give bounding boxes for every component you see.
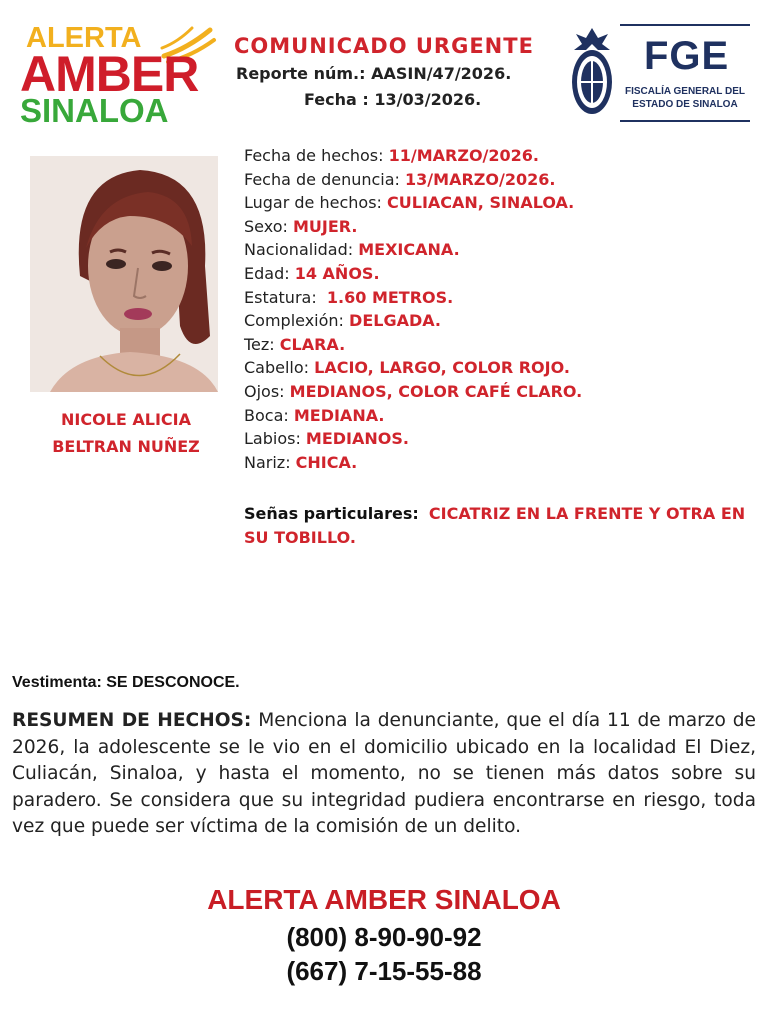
- detail-value: MEXICANA.: [358, 240, 460, 260]
- person-name-line2: BELTRAN NUÑEZ: [52, 437, 200, 456]
- senas-value: CICATRIZ EN LA FRENTE Y OTRA EN SU TOBILLO.: [244, 504, 746, 547]
- logo-line-amber: AMBER: [20, 46, 199, 102]
- detail-value: CLARA.: [279, 334, 346, 354]
- detail-value: MEDIANOS, COLOR CAFÉ CLARO.: [289, 381, 583, 401]
- phone-number-1[interactable]: (800) 8-90-90-92: [286, 922, 482, 952]
- detail-label: Cabello:: [244, 358, 315, 378]
- summary-label: RESUMEN DE HECHOS:: [12, 710, 252, 731]
- footer-title: ALERTA AMBER SINALOA: [207, 884, 561, 915]
- state-seal-icon: [568, 24, 616, 120]
- detail-value: LACIO, LARGO, COLOR ROJO.: [314, 358, 570, 378]
- detail-row-nacionalidad: [244, 238, 754, 262]
- detail-value: CHICA.: [295, 452, 358, 472]
- distinguishing-marks: [244, 502, 754, 550]
- detail-label: Nariz:: [244, 452, 296, 472]
- detail-value: 13/MARZO/2026.: [405, 169, 556, 189]
- detail-label: Edad:: [244, 263, 295, 283]
- detail-row-nariz: [244, 451, 754, 475]
- detail-row-sexo: [244, 215, 754, 239]
- detail-label: Boca:: [244, 405, 294, 425]
- detail-label: Nacionalidad:: [244, 240, 359, 260]
- detail-row-fecha-denuncia: [244, 168, 754, 192]
- detail-label: Fecha de hechos:: [244, 146, 389, 165]
- fge-logo: [620, 24, 750, 122]
- detail-label: Fecha de denuncia:: [244, 169, 406, 189]
- detail-value: MEDIANA.: [293, 405, 385, 425]
- senas-label: Señas particulares:: [244, 504, 419, 523]
- detail-row-edad: [244, 262, 754, 286]
- detail-value: DELGADA.: [349, 311, 441, 331]
- detail-row-cabello: [244, 356, 754, 380]
- detail-label: Labios:: [244, 429, 306, 449]
- detail-value: 1.60 METROS.: [326, 287, 454, 307]
- detail-value: MUJER.: [292, 216, 358, 236]
- detail-row-boca: [244, 404, 754, 428]
- detail-label: Estatura:: [244, 287, 327, 307]
- fge-name-line1: FISCALÍA GENERAL DEL: [624, 86, 745, 97]
- alerta-amber-logo: [18, 22, 218, 132]
- details-list: [244, 144, 754, 474]
- detail-label: Tez:: [244, 334, 280, 354]
- detail-label: Ojos:: [244, 381, 290, 401]
- report-date: Fecha : 13/03/2026.: [304, 90, 482, 109]
- facts-summary: [12, 708, 756, 841]
- fge-abbreviation: FGE: [644, 34, 730, 78]
- person-name-line1: NICOLE ALICIA: [61, 410, 191, 429]
- detail-value: CULIACAN, SINALOA.: [387, 193, 575, 213]
- detail-row-estatura: [244, 286, 754, 310]
- detail-label: Sexo:: [244, 216, 293, 236]
- detail-label: Complexión:: [244, 311, 350, 331]
- portrait-illustration: [30, 156, 218, 392]
- detail-row-lugar: [244, 191, 754, 215]
- detail-row-labios: [244, 427, 754, 451]
- clothing-info: Vestimenta: SE DESCONOCE.: [12, 674, 240, 691]
- detail-value: 11/MARZO/2026.: [388, 146, 539, 165]
- detail-row-complexion: [244, 309, 754, 333]
- detail-row-fecha-hechos: [244, 144, 754, 168]
- logo-line-sinaloa: SINALOA: [20, 92, 169, 129]
- detail-value: MEDIANOS.: [305, 429, 409, 449]
- logo-line-alerta: ALERTA: [26, 22, 142, 54]
- detail-row-ojos: [244, 380, 754, 404]
- summary-text: Menciona la denunciante, que el día 11 de marzo de 2026, la adolescente se le vio en el domicilio ubicado en la localidad El Diez, Culiacán, Sinaloa, y hasta el momento, no se tienen más datos sobre su paradero. Se considera que su integridad pudiera encontrarse en riesgo, toda vez que puede ser víctima de la comisión de un delito.: [12, 710, 756, 838]
- fge-name-line2: ESTADO DE SINALOA: [632, 99, 738, 110]
- detail-value: 14 AÑOS.: [294, 263, 380, 283]
- missing-person-photo: [30, 156, 218, 392]
- detail-label: Lugar de hechos:: [244, 193, 388, 213]
- report-number: Reporte núm.: AASIN/47/2026.: [236, 64, 512, 83]
- phone-number-2[interactable]: (667) 7-15-55-88: [286, 956, 482, 986]
- detail-row-tez: [244, 333, 754, 357]
- bulletin-title: COMUNICADO URGENTE: [234, 34, 534, 58]
